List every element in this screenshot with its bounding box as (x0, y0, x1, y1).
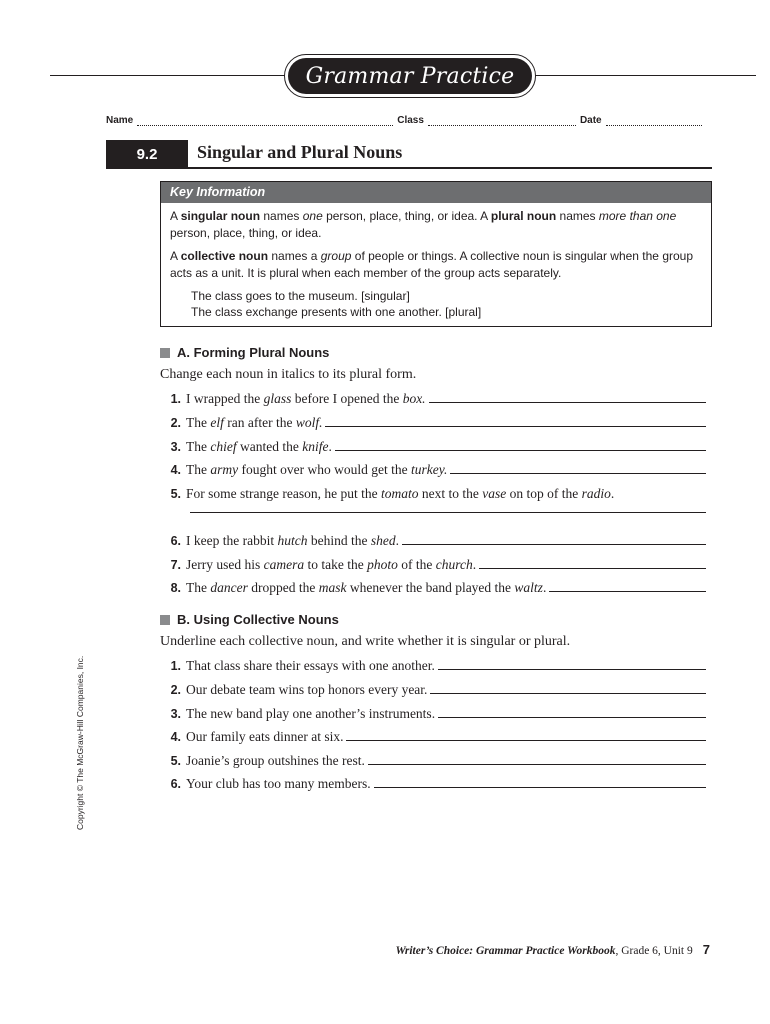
part-b-item-5 (160, 753, 706, 769)
item-text (186, 729, 343, 745)
key-info-paragraph-1 (170, 208, 702, 242)
part-b-item-1 (160, 658, 706, 674)
item-text (186, 462, 447, 478)
text-run: to take the (304, 557, 368, 572)
part-b-item-6 (160, 776, 706, 792)
item-number: 6. (170, 534, 181, 548)
footer-grade-unit: , Grade 6, Unit 9 (615, 945, 693, 957)
date-field[interactable] (606, 117, 702, 126)
square-bullet-icon (160, 348, 170, 358)
italic-term: turkey. (410, 462, 448, 477)
text-run: Our family eats dinner at six. (186, 729, 344, 744)
italic-term: church (435, 557, 473, 572)
item-number: 4. (170, 463, 181, 477)
text-run: of the (397, 557, 436, 572)
italic-term: glass (263, 391, 292, 406)
text-run: Your club has too many members. (186, 776, 371, 791)
item-number: 2. (170, 416, 181, 430)
text-run: The (186, 462, 211, 477)
italic-term: waltz (514, 580, 543, 595)
item-number: 2. (170, 683, 181, 697)
part-b-heading-text: B. Using Collective Nouns (177, 612, 339, 627)
answer-blank[interactable] (325, 415, 706, 427)
item-text (186, 753, 365, 769)
key-info-paragraph-2 (170, 248, 702, 282)
item-text (186, 415, 322, 431)
italic-term: more than one (598, 209, 677, 223)
answer-blank[interactable] (368, 753, 706, 765)
text-run: Jerry used his (186, 557, 264, 572)
text-run: That class share their essays with one another. (186, 658, 435, 673)
text-run: For some strange reason, he put the (186, 486, 381, 501)
italic-term: vase (482, 486, 507, 501)
text-run: person, place, thing, or idea. A (322, 209, 491, 223)
part-b-item-3 (160, 706, 706, 722)
text-run: next to the (418, 486, 483, 501)
answer-blank[interactable] (438, 706, 706, 718)
italic-term: one (302, 209, 323, 223)
copyright-notice: Copyright © The McGraw-Hill Companies, Inc. (75, 655, 85, 830)
text-run: names (556, 209, 599, 223)
part-a-item-2 (160, 415, 706, 431)
answer-blank[interactable] (335, 439, 706, 451)
item-text (186, 439, 332, 455)
answer-blank[interactable] (438, 658, 706, 670)
italic-term: dancer (210, 580, 248, 595)
item-text (186, 658, 435, 674)
item-text (186, 391, 426, 407)
item-number: 5. (170, 754, 181, 768)
page-footer (395, 942, 710, 957)
italic-term: tomato (380, 486, 419, 501)
key-info-example-2: The class exchange presents with one another. [plural] (191, 305, 482, 319)
part-a-item-3 (160, 439, 706, 455)
section-title: Singular and Plural Nouns (197, 142, 403, 162)
part-b-item-2 (160, 682, 706, 698)
item-text (186, 706, 435, 722)
answer-blank[interactable] (430, 682, 706, 694)
italic-term: photo (367, 557, 398, 572)
text-run: Joanie’s group outshines the rest. (186, 753, 365, 768)
text-run: . (472, 557, 477, 572)
answer-blank[interactable] (549, 580, 706, 592)
italic-term: box. (402, 391, 426, 406)
part-a-item-8 (160, 580, 706, 596)
item-number: 1. (170, 659, 181, 673)
italic-term: shed (370, 533, 396, 548)
italic-term: group (320, 249, 352, 263)
name-label: Name (106, 115, 134, 126)
header-rule-right (532, 75, 756, 76)
part-a-item-1 (160, 391, 706, 407)
text-run: names (260, 209, 303, 223)
part-a-heading (160, 345, 329, 360)
item-text (186, 776, 371, 792)
text-run: person, place, thing, or idea. (170, 226, 322, 240)
part-a-item-4 (160, 462, 706, 478)
text-run: on top of the (506, 486, 582, 501)
item-text (186, 557, 476, 573)
page-title: Grammar Practice (288, 58, 532, 94)
text-run: . (328, 439, 332, 454)
item-number: 8. (170, 581, 181, 595)
title-banner (284, 54, 536, 98)
text-run: ran after the (223, 415, 296, 430)
text-run: before I opened the (291, 391, 403, 406)
text-run: wanted the (236, 439, 303, 454)
item-number: 7. (170, 558, 181, 572)
text-run: fought over who would get the (238, 462, 411, 477)
item-text (186, 580, 546, 596)
part-a-instructions: Change each noun in italics to its plural form. (160, 367, 417, 382)
item-number: 6. (170, 777, 181, 791)
answer-blank[interactable] (429, 391, 706, 403)
text-run: A (170, 209, 181, 223)
italic-term: knife (302, 439, 329, 454)
text-run: The (186, 439, 211, 454)
text-run: . (542, 580, 547, 595)
item-number: 1. (170, 392, 181, 406)
part-a-heading-text: A. Forming Plural Nouns (177, 345, 330, 360)
text-run: I keep the rabbit (186, 533, 278, 548)
answer-blank-item-5[interactable] (190, 512, 706, 513)
answer-blank[interactable] (479, 557, 706, 569)
part-a-item-5 (160, 486, 706, 502)
answer-blank[interactable] (346, 729, 706, 741)
italic-term: elf (210, 415, 224, 430)
italic-term: camera (263, 557, 305, 572)
part-b-heading (160, 612, 339, 627)
name-class-date-row (106, 112, 712, 126)
bold-term: collective noun (180, 249, 269, 263)
footer-publication: Writer’s Choice: Grammar Practice Workbook (395, 945, 616, 957)
text-run: whenever the band played the (346, 580, 515, 595)
text-run: dropped the (247, 580, 319, 595)
class-field[interactable] (428, 117, 576, 126)
italic-term: chief (210, 439, 237, 454)
date-label: Date (579, 115, 602, 126)
key-info-example-1: The class goes to the museum. [singular] (191, 289, 410, 303)
header-rule-left (50, 75, 290, 76)
item-number: 3. (170, 707, 181, 721)
text-run: The new band play one another’s instruments. (186, 706, 436, 721)
text-run: of people or things. A collective noun is singular when the group acts as a unit. It is plural when each member of the group acts separately. (170, 249, 694, 280)
italic-term: army (210, 462, 239, 477)
italic-term: hutch (277, 533, 308, 548)
text-run: The (186, 580, 211, 595)
class-label: Class (397, 115, 424, 126)
text-run: names a (268, 249, 321, 263)
page-number: 7 (702, 942, 710, 957)
italic-term: wolf. (295, 415, 323, 430)
text-run: I wrapped the (186, 391, 264, 406)
bold-term: singular noun (180, 209, 261, 223)
item-text (186, 486, 614, 502)
answer-blank[interactable] (450, 462, 706, 474)
key-information-heading: Key Information (161, 182, 711, 203)
answer-blank[interactable] (374, 776, 706, 788)
italic-term: mask (318, 580, 347, 595)
text-run: . (395, 533, 399, 548)
part-a-item-7 (160, 557, 706, 573)
text-run: Our debate team wins top honors every year. (186, 682, 428, 697)
item-text (186, 682, 427, 698)
text-run: A (170, 249, 181, 263)
bold-term: plural noun (490, 209, 557, 223)
part-a-item-6 (160, 533, 706, 549)
italic-term: radio (581, 486, 611, 501)
name-field[interactable] (137, 117, 393, 126)
item-number: 3. (170, 440, 181, 454)
text-run: The (186, 415, 211, 430)
item-text (186, 533, 399, 549)
item-number: 4. (170, 730, 181, 744)
section-number: 9.2 (106, 140, 188, 168)
answer-blank[interactable] (402, 533, 706, 545)
square-bullet-icon (160, 615, 170, 625)
key-information-box (160, 181, 712, 327)
part-b-instructions: Underline each collective noun, and write whether it is singular or plural. (160, 634, 571, 649)
item-number: 5. (170, 487, 181, 501)
text-run: . (610, 486, 615, 501)
section-rule (106, 167, 712, 169)
part-b-item-4 (160, 729, 706, 745)
text-run: behind the (307, 533, 371, 548)
